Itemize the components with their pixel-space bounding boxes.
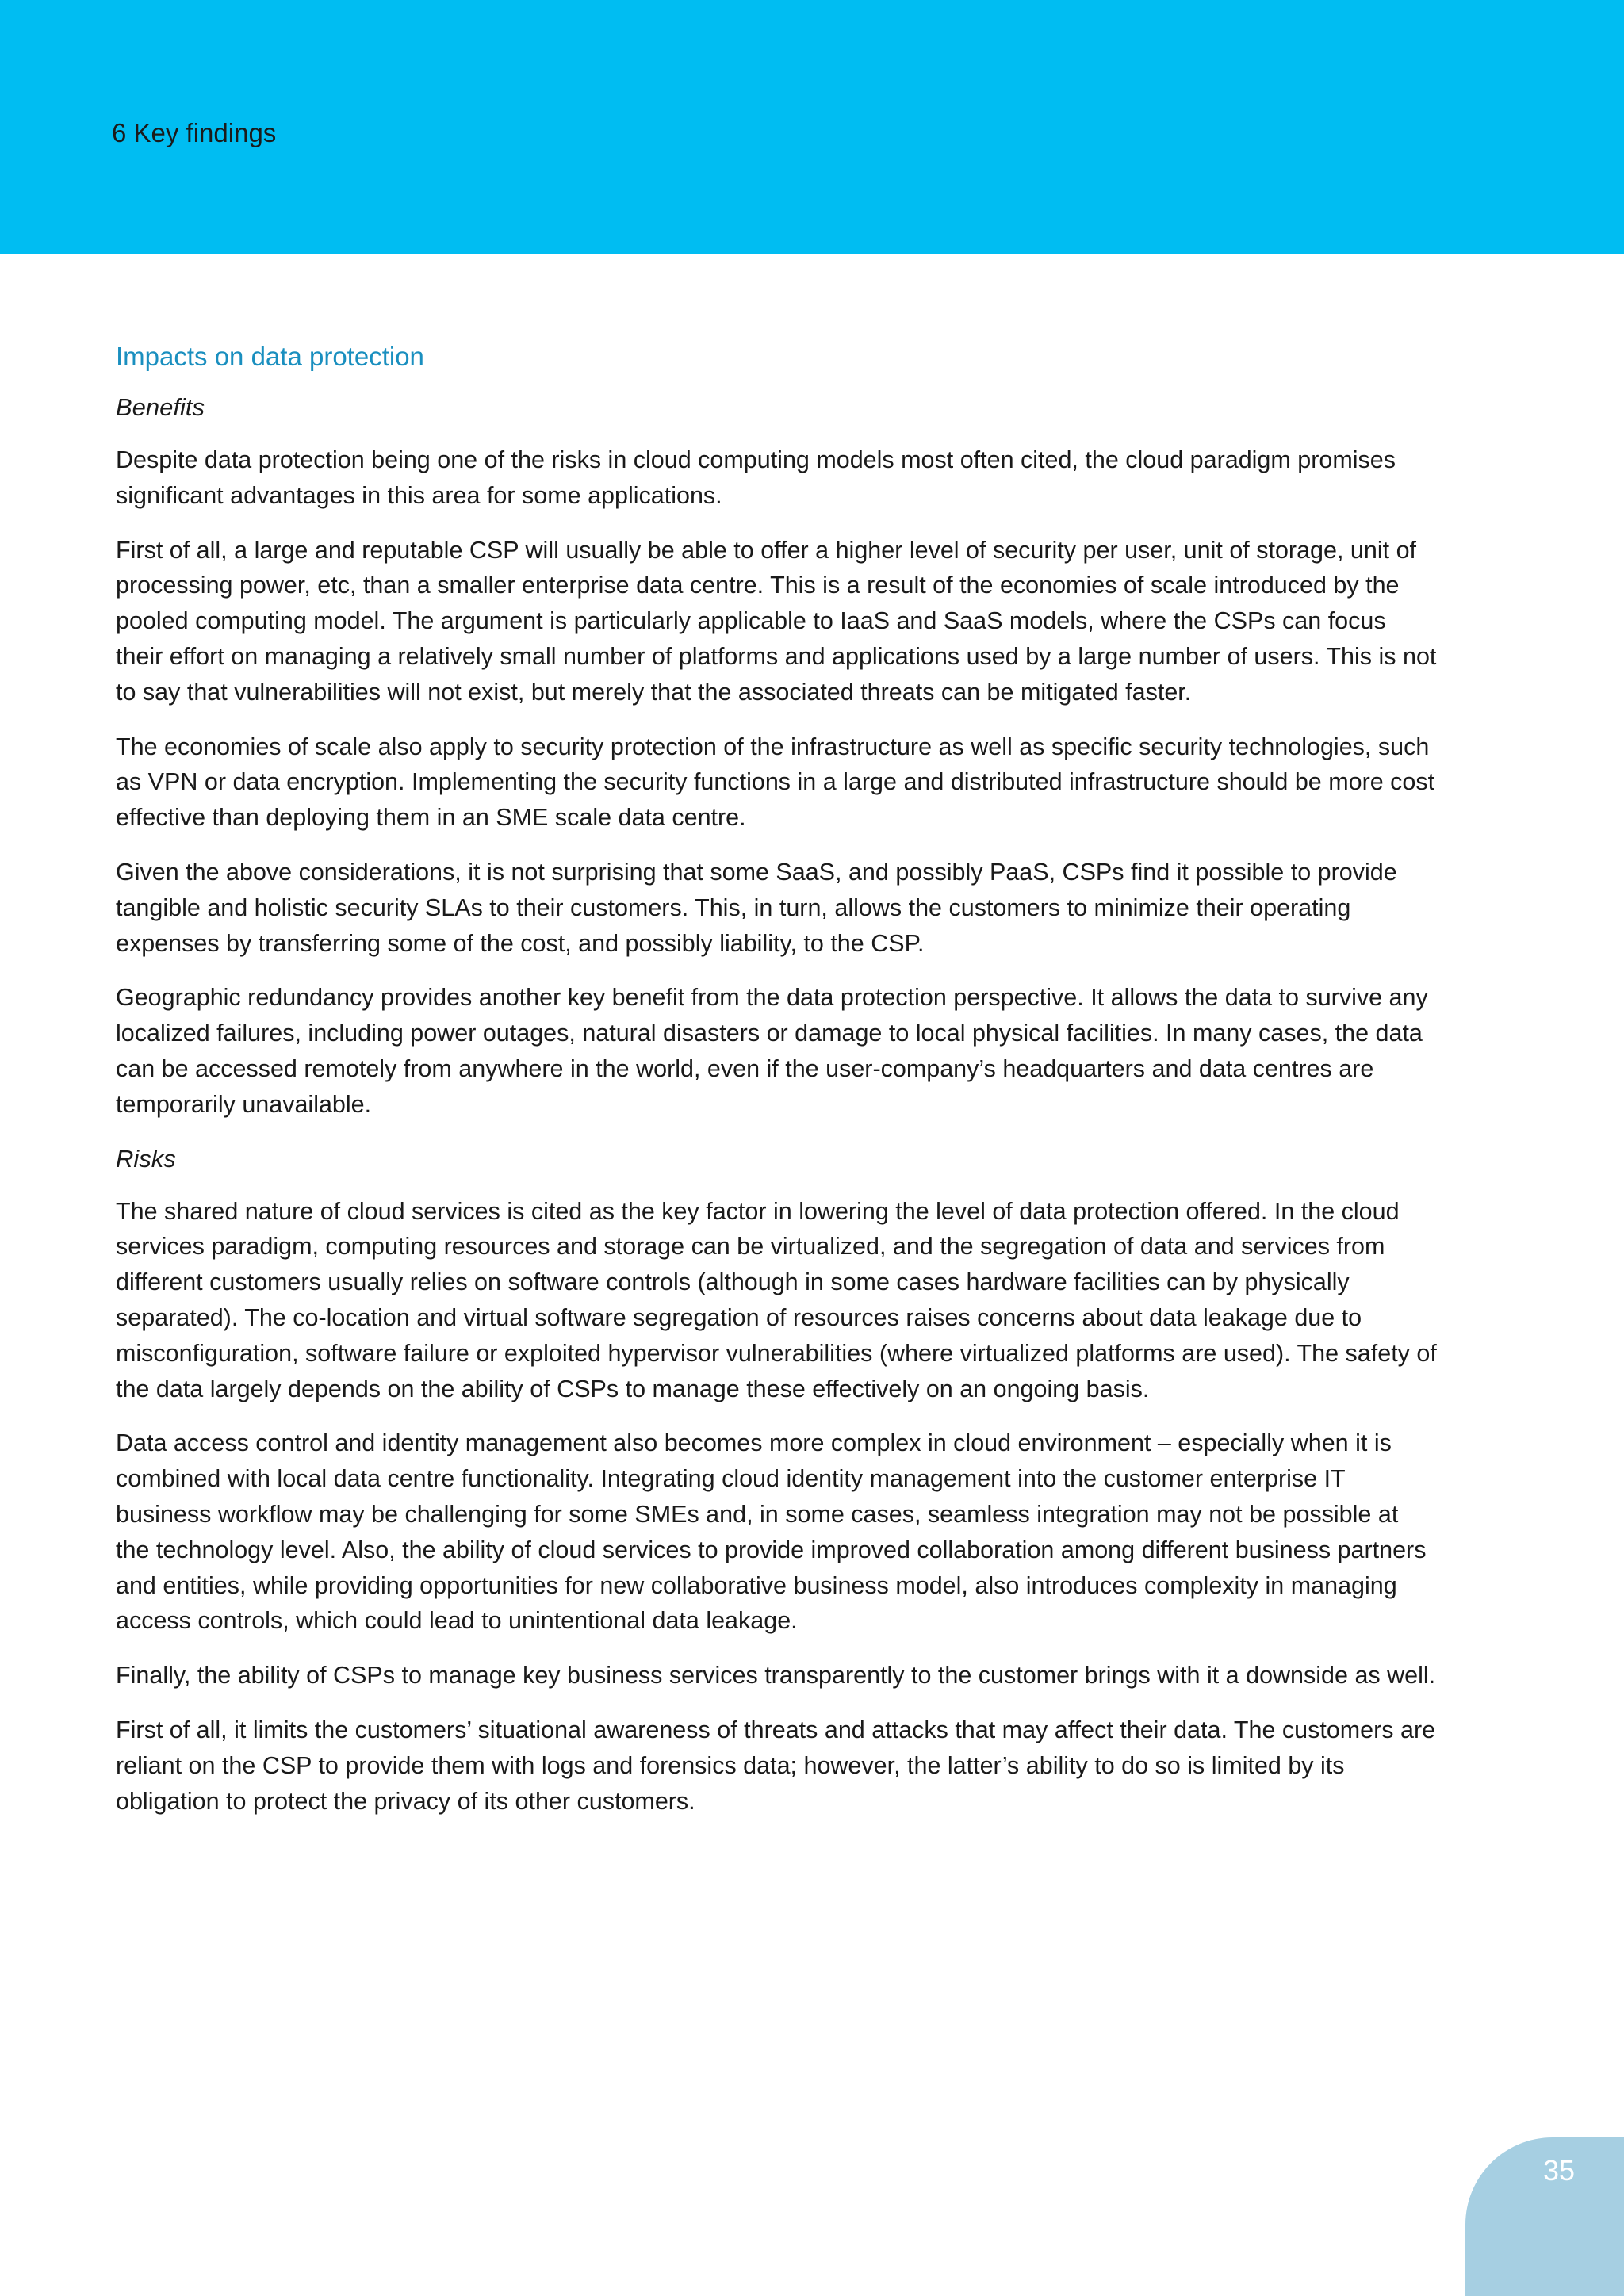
- risks-paragraph: Data access control and identity management also becomes more complex in cloud environment – especially when it is combined with local data centre functionality. Integrating cloud identity management into the customer enterprise IT business workflow may be challenging for some SMEs and, in some cases, seamless integration may not be possible at the technology level. Also, the ability of cloud services to provide improved collaboration among different business partners and entities, while providing opportunities for new collaborative business model, also introduces complexity in managing access controls, which could lead to unintentional data leakage.: [116, 1429, 1427, 1635]
- benefits-paragraph: Geographic redundancy provides another key benefit from the data protection perspective. It allows the data to survive any localized failures, including power outages, natural disasters or damage to local physical facilities. In many cases, the data can be accessed remotely from anywhere in the world, even if the user-company’s headquarters and data centres are temporarily unavailable.: [116, 984, 1428, 1118]
- benefits-paragraph: First of all, a large and reputable CSP will usually be able to offer a higher level of security per user, unit of storage, unit of processing power, etc, than a smaller enterprise data centre. This is a result of the economies of scale introduced by the pooled computing model. The argument is particularly applicable to IaaS and SaaS models, where the CSPs can focus their effort on managing a relatively small number of platforms and applications used by a large number of users. This is not to say that vulnerabilities will not exist, but merely that the associated threats can be mitigated faster.: [116, 536, 1437, 706]
- chapter-label: 6 Key findings: [112, 118, 277, 147]
- risks-paragraph: Finally, the ability of CSPs to manage key business services transparently to the customer brings with it a downside as well.: [116, 1662, 1436, 1689]
- benefits-paragraph: Given the above considerations, it is not surprising that some SaaS, and possibly PaaS, CSPs find it possible to provide tangible and holistic security SLAs to their customers. This, in turn, allows the customers to minimize their operating expenses by transferring some of the cost, and possibly liability, to the CSP.: [116, 858, 1397, 957]
- page-content: [116, 339, 1438, 1838]
- risks-paragraph: The shared nature of cloud services is cited as the key factor in lowering the level of data protection offered. In the cloud services paradigm, computing resources and storage can be virtualized, and the segregation of data and services from different customers usually relies on software controls (although in some cases hardware facilities can by physically separated). The co-location and virtual software segregation of resources raises concerns about data leakage due to misconfiguration, software failure or exploited hypervisor vulnerabilities (where virtualized platforms are used). The safety of the data largely depends on the ability of CSPs to manage these effectively on an ongoing basis.: [116, 1197, 1437, 1402]
- benefits-subheading: Benefits: [116, 393, 205, 421]
- header-band: [0, 0, 1624, 254]
- benefits-paragraph: The economies of scale also apply to security protection of the infrastructure as well as specific security technologies, such as VPN or data encryption. Implementing the security functions in a large and distributed infrastructure should be more cost effective than deploying them in an SME scale data centre.: [116, 733, 1435, 832]
- risks-paragraph: First of all, it limits the customers’ situational awareness of threats and attacks that may affect their data. The customers are reliant on the CSP to provide them with logs and forensics data; however, the latter’s ability to do so is limited by its obligation to protect the privacy of its other customers.: [116, 1716, 1436, 1815]
- risks-subheading: Risks: [116, 1144, 176, 1173]
- benefits-paragraph: Despite data protection being one of the risks in cloud computing models most often cited, the cloud paradigm promises significant advantages in this area for some applications.: [116, 446, 1396, 509]
- section-heading: Impacts on data protection: [116, 342, 424, 371]
- page-number: 35: [1543, 2154, 1576, 2187]
